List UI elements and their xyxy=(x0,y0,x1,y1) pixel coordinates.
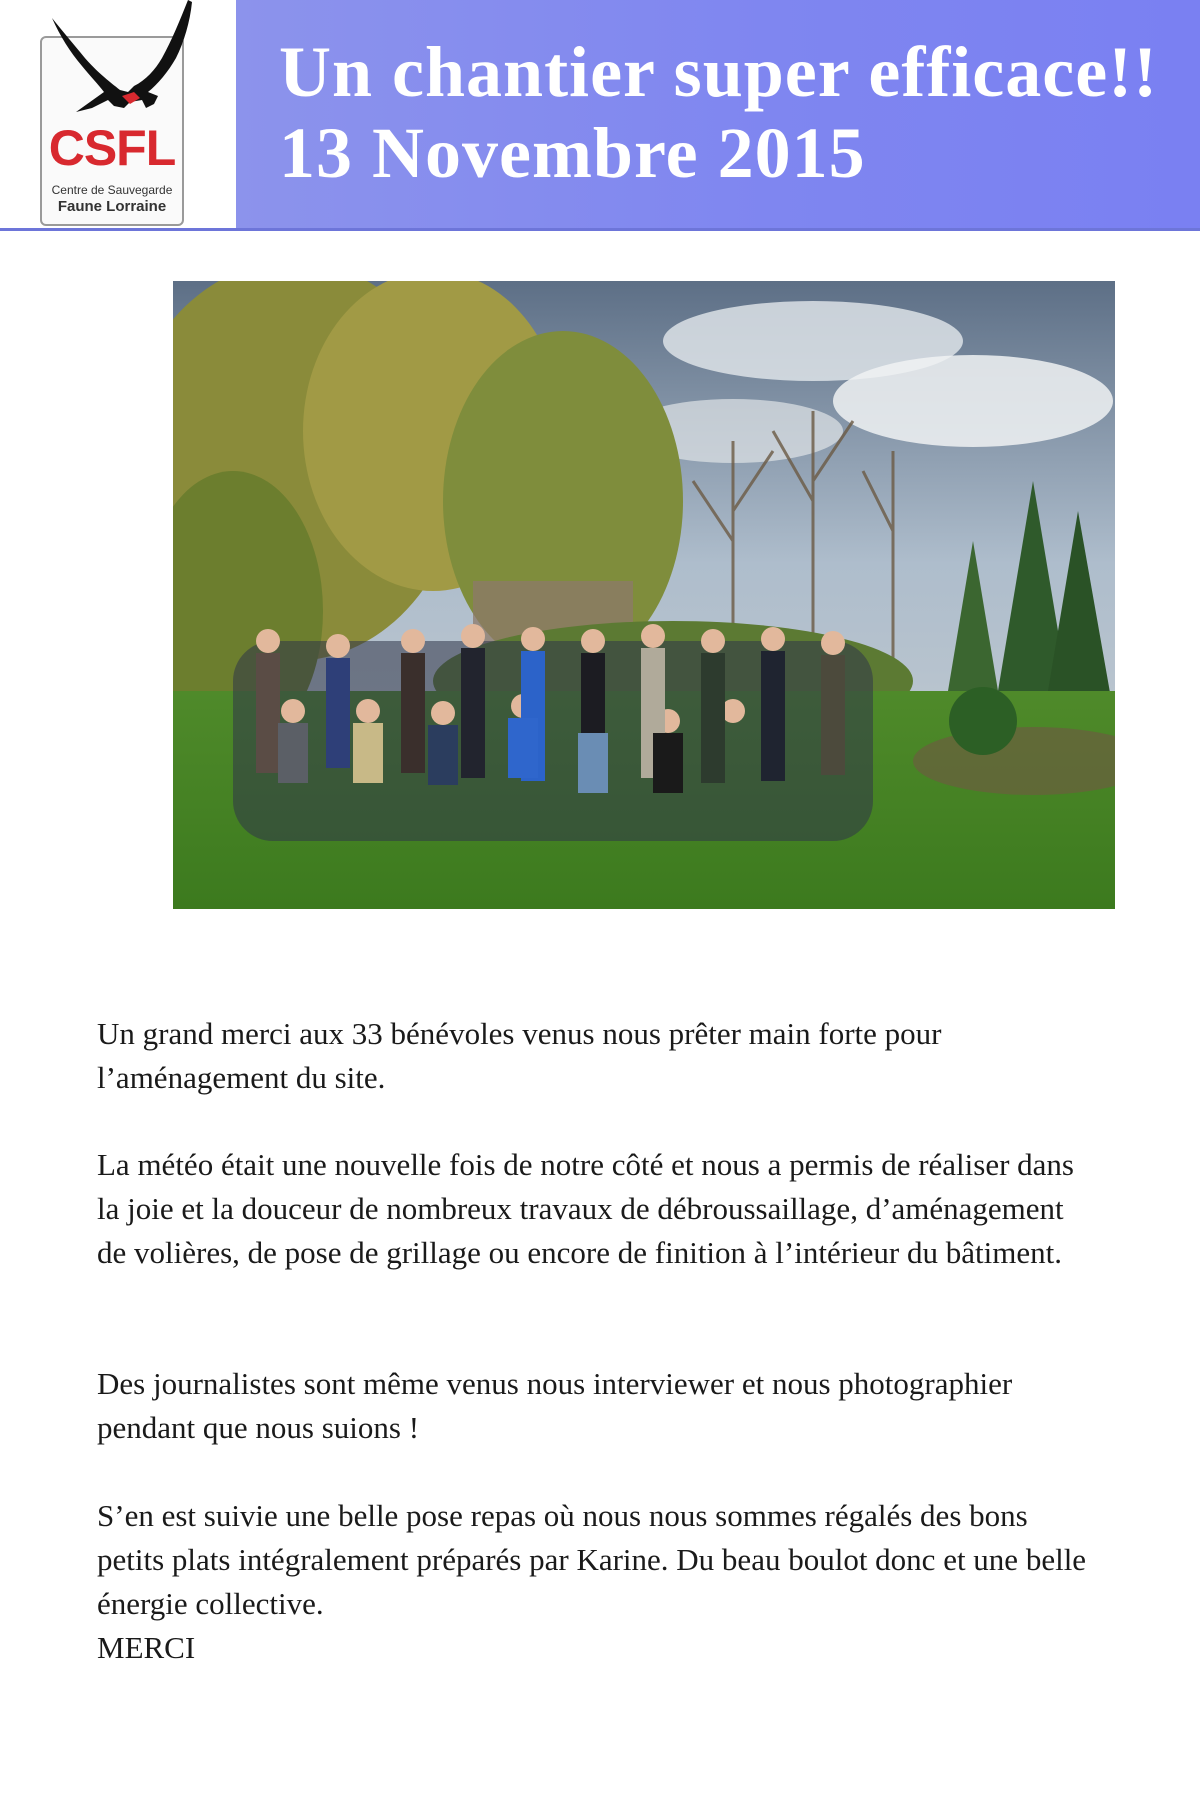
csfl-logo xyxy=(0,0,234,228)
paragraph-meal: S’en est suivie une belle pose repas où nous nous sommes régalés des bons petits plats intégralement préparés par Karine. Du beau boulot donc et une belle énergie collective. xyxy=(97,1498,1087,1621)
paragraph-journalists: Des journalistes sont même venus nous interviewer et nous photographier pendant que nous suions ! xyxy=(97,1366,1013,1445)
logo-subtitle-line1: Centre de Sauvegarde xyxy=(51,183,173,197)
page-date: 13 Novembre 2015 xyxy=(279,113,866,193)
group-photo xyxy=(173,281,1115,909)
paragraph-weather-work: La météo était une nouvelle fois de notre côté et nous a permis de réaliser dans la joie et la douceur de nombreux travaux de débroussaillage, d’aménagement de volières, de pose de grillage ou encore de finition à l’intérieur du bâtiment. xyxy=(97,1147,1074,1270)
logo-subtitle-line2: Faune Lorraine xyxy=(57,198,167,215)
page-title: Un chantier super efficace!! xyxy=(279,32,1159,112)
eagle-icon xyxy=(30,0,200,122)
paragraph-thanks: Un grand merci aux 33 bénévoles venus nous prêter main forte pour l’aménagement du site. xyxy=(97,1016,942,1095)
page-header xyxy=(0,0,1200,232)
signoff-merci: MERCI xyxy=(97,1630,196,1665)
header-divider xyxy=(0,228,1200,231)
logo-acronym: CSFL xyxy=(48,120,176,176)
